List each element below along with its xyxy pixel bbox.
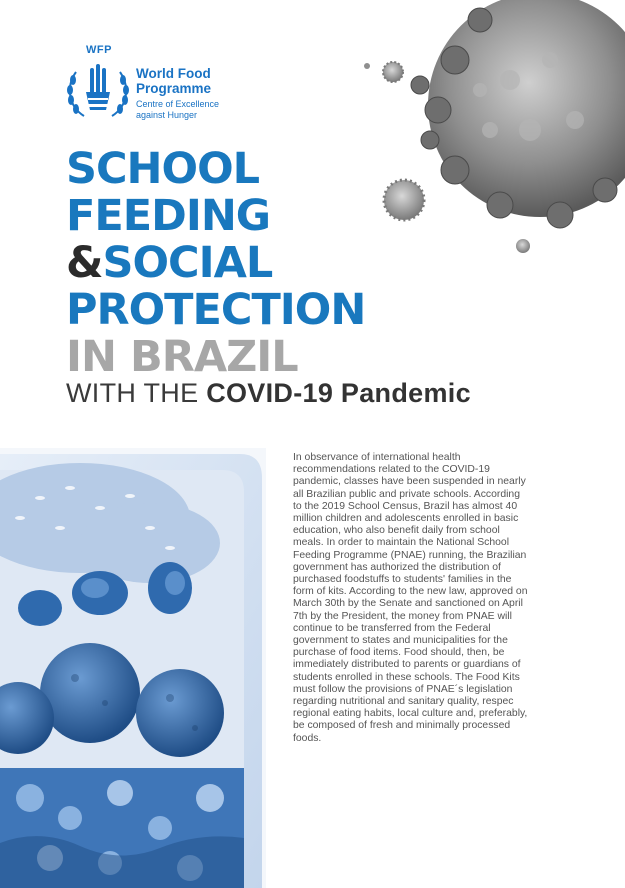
- school-meal-photo: [0, 448, 266, 888]
- logo-abbreviation: WFP: [86, 44, 112, 56]
- page-title: [66, 146, 365, 381]
- small-virus-particle: [384, 180, 424, 220]
- wfp-emblem-icon: [64, 58, 132, 122]
- beans-and-greens: [0, 768, 244, 888]
- virus-speck: [516, 239, 530, 253]
- virus-speck: [364, 63, 370, 69]
- large-virus-particle: [411, 0, 625, 228]
- coronavirus-illustration: [360, 0, 625, 265]
- title-line-protection: PROTECTION: [66, 285, 366, 335]
- title-line-feeding: FEEDING: [66, 191, 271, 241]
- intro-paragraph: In observance of international health recommendations related to the COVID-19 pandemic, classes have been suspended in nearly all Brazilian public and private schools. According to the 2019 School Census, Brazil has almost 40 million children and adolescents enrolled in basic education, who also benefit daily from school meals. In order to maintain the National School Feeding Programme (PNAE) running, the Brazilian government has authorized the distribution of purchased foodstuffs to students' families in the form of kits. According to the new law, approved on March 30th by the Senate and sanctioned on April 7th by the President, the money from PNAE will continue to be transferred from the Federal government to states and municipalities for the purchase of food items. Food should, then, be immediately distributed to parents or guardians of students enrolled in these schools. The Food Kits must follow the provisions of PNAE´s legislation regarding nutritional and sanitary quality, respec regional eating habits, local culture and, preferably, be composed of fresh and minimally processed foods.: [293, 452, 528, 744]
- title-line-in-brazil: IN BRAZIL: [66, 332, 298, 382]
- title-line-school: SCHOOL: [66, 144, 260, 194]
- title-line-social: &SOCIAL: [66, 238, 273, 288]
- tiny-virus-particle: [383, 62, 403, 82]
- logo-name: World Food Programme: [136, 66, 212, 96]
- logo-subtitle: Centre of Excellence against Hunger: [136, 99, 220, 120]
- wfp-logo: [64, 44, 234, 124]
- subtitle: WITH THE COVID-19 Pandemic: [66, 378, 471, 408]
- title-ampersand: &: [66, 238, 103, 288]
